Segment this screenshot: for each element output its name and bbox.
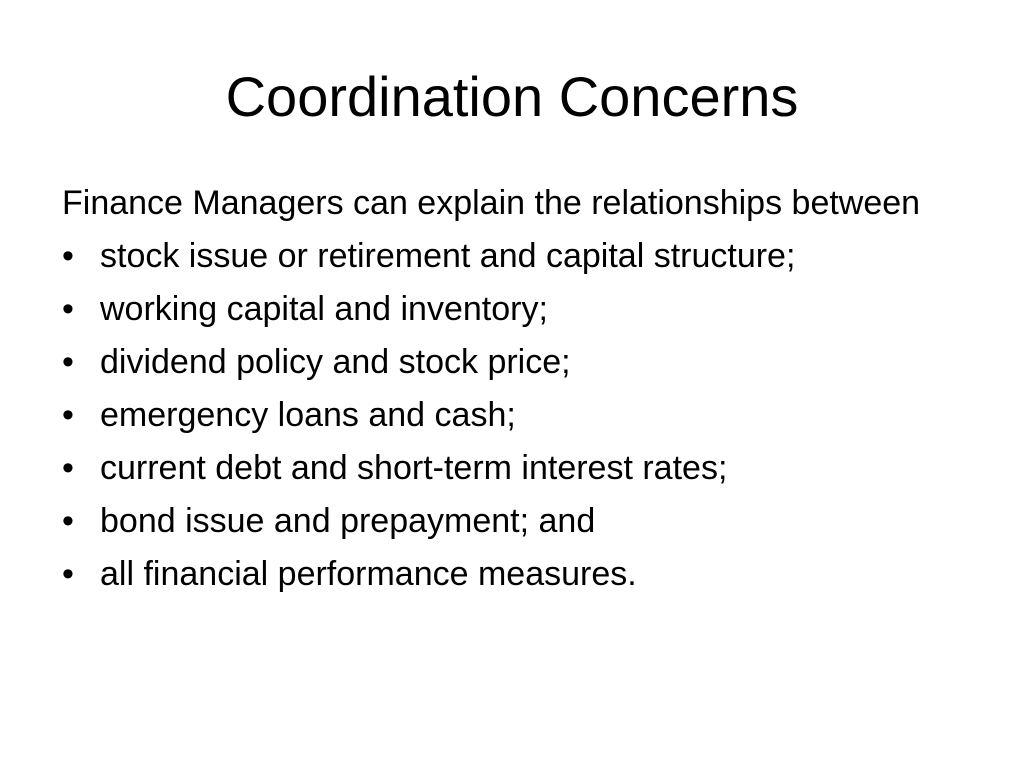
bullet-marker: •: [62, 290, 74, 328]
bullet-marker: •: [62, 555, 74, 593]
intro-text: Finance Managers can explain the relationships between: [62, 184, 921, 222]
list-item: [62, 341, 962, 383]
bullet-text: emergency loans and cash;: [100, 396, 516, 434]
bullet-text: current debt and short-term interest rates;: [100, 449, 728, 487]
list-item: [62, 288, 962, 330]
bullet-list: [62, 235, 962, 595]
bullet-marker: •: [62, 237, 74, 275]
list-item: [62, 500, 962, 542]
slide-body: [62, 182, 962, 595]
bullet-text: working capital and inventory;: [100, 290, 548, 328]
bullet-text: bond issue and prepayment; and: [100, 502, 596, 540]
bullet-text: stock issue or retirement and capital structure;: [100, 237, 796, 275]
list-item: [62, 235, 962, 277]
bullet-marker: •: [62, 343, 74, 381]
bullet-marker: •: [62, 449, 74, 487]
bullet-marker: •: [62, 396, 74, 434]
bullet-marker: •: [62, 502, 74, 540]
list-item: [62, 394, 962, 436]
list-item: [62, 553, 962, 595]
list-item: [62, 447, 962, 489]
bullet-text: all financial performance measures.: [100, 555, 637, 593]
bullet-text: dividend policy and stock price;: [100, 343, 571, 381]
slide-title: Coordination Concerns: [225, 65, 799, 128]
